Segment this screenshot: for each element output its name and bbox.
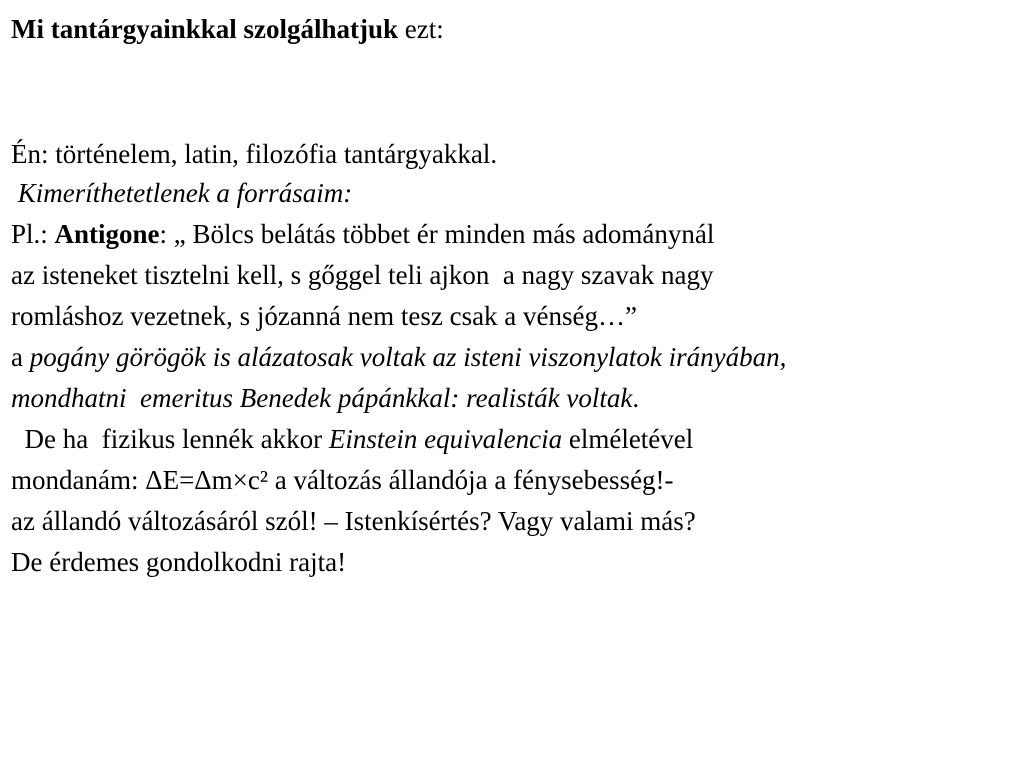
- antigone-quote-start: : „ Bölcs belátás többet ér minden más adománynál: [159, 219, 715, 249]
- pagan-prefix: a: [11, 342, 30, 372]
- physics-italic: Einstein equivalencia: [328, 424, 563, 454]
- sources-line: Kimeríthetetlenek a forrásaim:: [11, 178, 353, 208]
- physics-prefix: De ha fizikus lennék akkor: [11, 424, 329, 454]
- quote-line-2: az isteneket tisztelni kell, s gőggel teli ajkon a nagy szavak nagy: [11, 260, 714, 290]
- antigone-line: [11, 219, 714, 249]
- mondhatni-italic: mondhatni emeritus Benedek pápánkkal: realisták voltak: [11, 383, 633, 413]
- heading-rest: ezt:: [398, 14, 444, 44]
- antigone-title: Antigone: [54, 219, 160, 249]
- pagan-italic: pogány görögök is alázatosak voltak az isteni viszonylatok irányában,: [29, 342, 787, 372]
- slide-heading: [11, 14, 444, 44]
- mondhatni-suffix: .: [632, 383, 640, 413]
- question-line: az állandó változásáról szól! – Istenkísértés? Vagy valami más?: [11, 506, 696, 536]
- subjects-line: Én: történelem, latin, filozófia tantárgyakkal.: [11, 139, 498, 169]
- quote-line-3: romláshoz vezetnek, s józanná nem tesz csak a vénség…”: [11, 301, 637, 331]
- mondhatni-line: [11, 383, 639, 413]
- heading-bold: Mi tantárgyainkkal szolgálhatjuk: [11, 14, 399, 44]
- physics-line: [11, 424, 693, 454]
- antigone-prefix: Pl.:: [11, 219, 55, 249]
- closing-line: De érdemes gondolkodni rajta!: [11, 547, 347, 577]
- physics-suffix: elméletével: [562, 424, 694, 454]
- pagan-line: [11, 342, 786, 372]
- formula-line: mondanám: ΔE=Δm×c² a változás állandója a fénysebesség!-: [11, 465, 674, 495]
